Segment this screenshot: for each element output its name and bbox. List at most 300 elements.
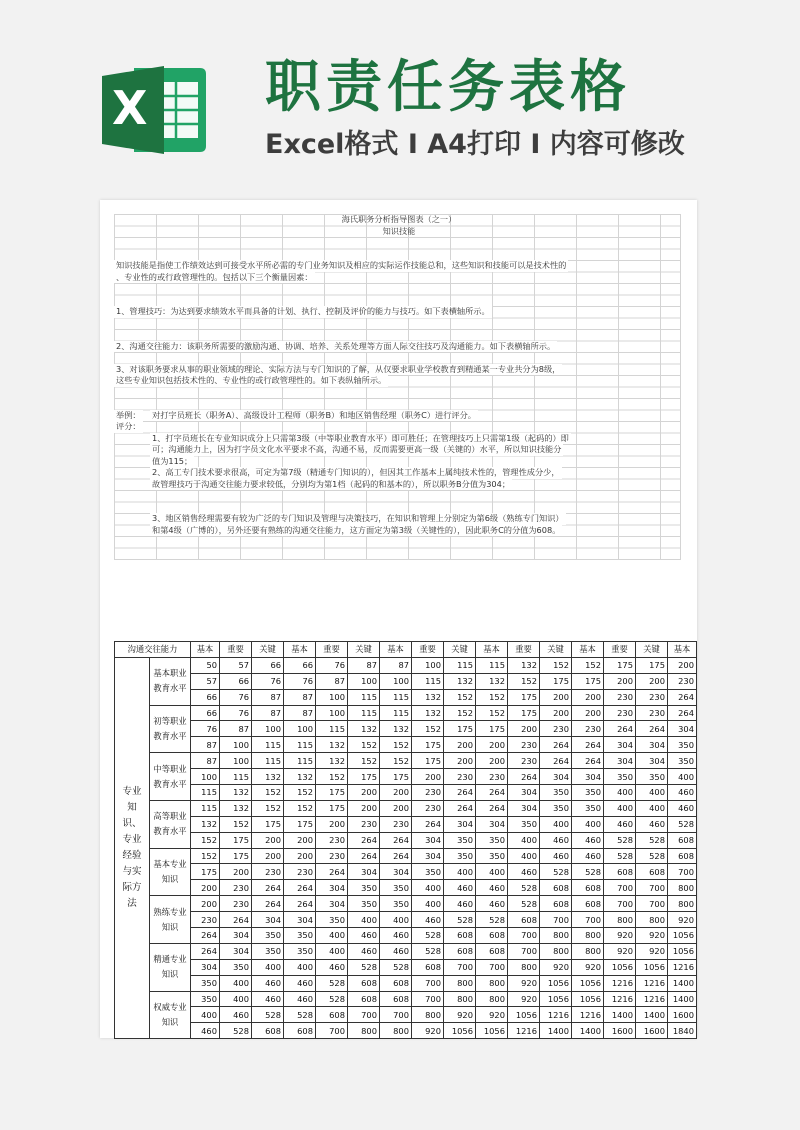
score-cell: 200	[380, 800, 412, 816]
score-cell: 1056	[604, 959, 636, 975]
score-cell: 608	[284, 1023, 316, 1039]
score-cell: 460	[668, 800, 697, 816]
score-cell: 175	[476, 721, 508, 737]
table-row	[115, 832, 697, 848]
score-cell: 700	[444, 959, 476, 975]
column-header: 关键	[348, 642, 380, 658]
score-cell: 115	[476, 657, 508, 673]
score-cell: 350	[508, 816, 540, 832]
score-cell: 608	[348, 975, 380, 991]
score-cell: 700	[348, 1007, 380, 1023]
score-cell: 350	[444, 832, 476, 848]
score-cell: 400	[220, 975, 252, 991]
score-cell: 132	[412, 689, 444, 705]
score-cell: 264	[191, 928, 220, 944]
score-cell: 700	[636, 880, 668, 896]
score-cell: 200	[444, 737, 476, 753]
score-cell: 1216	[668, 959, 697, 975]
score-cell: 175	[540, 673, 572, 689]
row-group-label: 初等职业教育水平	[150, 705, 191, 753]
score-cell: 152	[540, 657, 572, 673]
score-cell: 460	[191, 1023, 220, 1039]
score-cell: 700	[508, 943, 540, 959]
score-cell: 230	[191, 912, 220, 928]
score-cell: 350	[444, 848, 476, 864]
score-line: 可；沟通能力上，因为打字员文化水平要求不高，沟通不易，反而需要更高一级（关键的）水平，所以知识技能分	[152, 444, 562, 454]
score-cell: 264	[668, 705, 697, 721]
score-cell: 230	[220, 896, 252, 912]
score-cell: 175	[191, 864, 220, 880]
score-cell: 460	[252, 991, 284, 1007]
score-cell: 350	[412, 864, 444, 880]
score-cell: 700	[508, 928, 540, 944]
score-cell: 264	[540, 737, 572, 753]
score-cell: 100	[412, 657, 444, 673]
score-cell: 200	[476, 753, 508, 769]
score-cell: 1056	[572, 991, 604, 1007]
score-cell: 304	[604, 737, 636, 753]
doc-title: 海氏职务分析指导图表（之一）	[341, 214, 457, 224]
logo-letter: X	[112, 81, 148, 135]
table-row	[115, 769, 697, 785]
score-cell: 608	[668, 832, 697, 848]
score-cell: 152	[348, 753, 380, 769]
score-cell: 460	[444, 896, 476, 912]
score-cell: 1216	[572, 1007, 604, 1023]
score-cell: 304	[636, 737, 668, 753]
score-cell: 400	[604, 785, 636, 801]
score-cell: 230	[508, 737, 540, 753]
score-cell: 460	[348, 943, 380, 959]
score-cell: 800	[668, 896, 697, 912]
factor-item: 2、沟通交往能力：该职务所需要的激励沟通、协调、培养、关系处理等方面人际交往技巧及沟通能力。如下表横轴所示。	[116, 340, 556, 351]
score-cell: 350	[380, 880, 412, 896]
score-cell: 400	[636, 800, 668, 816]
score-cell: 230	[412, 800, 444, 816]
factor-item: 1、管理技巧：为达到要求绩效水平而具备的计划、执行、控制及评价的能力与技巧。如下表横轴所示。	[116, 306, 490, 316]
score-cell: 700	[476, 959, 508, 975]
score-cell: 528	[508, 880, 540, 896]
score-cell: 264	[284, 880, 316, 896]
score-cell: 230	[476, 769, 508, 785]
score-cell: 200	[540, 689, 572, 705]
score-cell: 460	[508, 864, 540, 880]
table-row	[115, 928, 697, 944]
score-cell: 400	[444, 864, 476, 880]
score-cell: 152	[191, 832, 220, 848]
score-cell: 1056	[508, 1007, 540, 1023]
score-cell: 230	[284, 864, 316, 880]
score-cell: 920	[476, 1007, 508, 1023]
score-cell: 264	[316, 864, 348, 880]
score-cell: 608	[508, 912, 540, 928]
score-cell: 264	[220, 912, 252, 928]
score-cell: 115	[252, 753, 284, 769]
score-cell: 66	[220, 673, 252, 689]
score-cell: 460	[476, 880, 508, 896]
score-cell: 1400	[668, 975, 697, 991]
score-cell: 175	[572, 673, 604, 689]
score-cell: 304	[284, 912, 316, 928]
score-cell: 528	[476, 912, 508, 928]
score-cell: 528	[412, 928, 444, 944]
score-cell: 304	[316, 880, 348, 896]
score-cell: 400	[508, 848, 540, 864]
score-cell: 460	[252, 975, 284, 991]
score-cell: 66	[252, 657, 284, 673]
score-cell: 264	[191, 943, 220, 959]
score-cell: 304	[540, 769, 572, 785]
score-cell: 400	[284, 959, 316, 975]
score-cell: 175	[316, 800, 348, 816]
score-cell: 800	[636, 912, 668, 928]
score-cell: 460	[284, 975, 316, 991]
score-line: 和第4级（广博的），另外还要有熟练的沟通交往能力，这方面定为第3级（关键性的），因此职务C的分值为608。	[152, 524, 561, 535]
score-cell: 608	[348, 991, 380, 1007]
score-cell: 87	[191, 753, 220, 769]
score-cell: 350	[636, 769, 668, 785]
score-cell: 608	[572, 896, 604, 912]
score-cell: 1056	[476, 1023, 508, 1039]
column-header: 基本	[380, 642, 412, 658]
score-cell: 264	[636, 721, 668, 737]
score-cell: 115	[284, 737, 316, 753]
score-cell: 800	[476, 975, 508, 991]
score-cell: 350	[540, 800, 572, 816]
score-cell: 152	[220, 816, 252, 832]
score-cell: 132	[412, 705, 444, 721]
table-row	[115, 689, 697, 705]
score-cell: 304	[380, 864, 412, 880]
score-cell: 304	[476, 816, 508, 832]
score-cell: 460	[572, 848, 604, 864]
score-cell: 350	[540, 785, 572, 801]
score-cell: 200	[220, 864, 252, 880]
score-cell: 264	[476, 800, 508, 816]
score-cell: 100	[191, 769, 220, 785]
spreadsheet-page	[100, 200, 697, 1038]
score-cell: 175	[444, 721, 476, 737]
score-cell: 608	[444, 943, 476, 959]
score-cell: 132	[220, 800, 252, 816]
score-cell: 1056	[540, 991, 572, 1007]
score-cell: 304	[348, 864, 380, 880]
score-cell: 152	[284, 785, 316, 801]
score-cell: 350	[348, 880, 380, 896]
factor-item: 这些专业知识包括技术性的、专业性的或行政管理性的。如下表纵轴所示。	[116, 375, 387, 385]
score-cell: 608	[316, 1007, 348, 1023]
score-cell: 87	[316, 673, 348, 689]
score-cell: 1400	[540, 1023, 572, 1039]
table-row	[115, 785, 697, 801]
score-cell: 152	[476, 705, 508, 721]
score-cell: 608	[476, 928, 508, 944]
score-cell: 400	[316, 928, 348, 944]
score-cell: 200	[668, 657, 697, 673]
score-cell: 460	[636, 816, 668, 832]
score-cell: 57	[191, 673, 220, 689]
score-cell: 1216	[636, 991, 668, 1007]
doc-subtitle: 知识技能	[382, 225, 416, 236]
score-cell: 460	[668, 785, 697, 801]
score-cell: 200	[476, 737, 508, 753]
table-row	[115, 975, 697, 991]
score-cell: 264	[668, 689, 697, 705]
score-cell: 230	[252, 864, 284, 880]
column-header: 关键	[252, 642, 284, 658]
score-cell: 152	[380, 753, 412, 769]
table-row	[115, 864, 697, 880]
score-cell: 920	[444, 1007, 476, 1023]
score-cell: 132	[220, 785, 252, 801]
score-cell: 528	[636, 832, 668, 848]
score-cell: 264	[572, 737, 604, 753]
score-cell: 115	[348, 689, 380, 705]
score-cell: 608	[636, 864, 668, 880]
score-cell: 115	[220, 769, 252, 785]
score-cell: 175	[508, 705, 540, 721]
score-cell: 528	[636, 848, 668, 864]
score-cell: 132	[316, 737, 348, 753]
score-cell: 50	[191, 657, 220, 673]
score-cell: 175	[604, 657, 636, 673]
score-cell: 400	[508, 832, 540, 848]
score-cell: 66	[191, 689, 220, 705]
score-cell: 920	[604, 928, 636, 944]
score-cell: 400	[220, 991, 252, 1007]
row-group-label: 权威专业知识	[150, 991, 191, 1039]
score-cell: 400	[412, 896, 444, 912]
score-cell: 230	[604, 705, 636, 721]
score-cell: 264	[252, 896, 284, 912]
score-cell: 460	[284, 991, 316, 1007]
score-cell: 1400	[636, 1007, 668, 1023]
score-cell: 920	[508, 991, 540, 1007]
score-cell: 230	[380, 816, 412, 832]
score-cell: 608	[540, 896, 572, 912]
score-cell: 175	[636, 657, 668, 673]
score-cell: 400	[668, 769, 697, 785]
score-cell: 87	[284, 689, 316, 705]
score-cell: 115	[412, 673, 444, 689]
table-header-row	[115, 642, 697, 658]
vertical-axis-label: 专业知识、专业经验与实际方法	[115, 657, 150, 1038]
score-cell: 66	[284, 657, 316, 673]
score-cell: 115	[444, 657, 476, 673]
score-cell: 350	[572, 800, 604, 816]
factor-item: 3、对该职务要求从事的职业领域的理论、实际方法与专门知识的了解，从仅要求职业学校教育到精通某一专业共分为8级，	[116, 363, 561, 374]
score-cell: 76	[220, 689, 252, 705]
score-cell: 1216	[508, 1023, 540, 1039]
score-cell: 1056	[668, 928, 697, 944]
score-cell: 400	[348, 912, 380, 928]
score-cell: 100	[316, 689, 348, 705]
score-cell: 200	[508, 721, 540, 737]
score-cell: 608	[604, 864, 636, 880]
score-cell: 608	[668, 848, 697, 864]
score-cell: 87	[220, 721, 252, 737]
score-cell: 800	[572, 928, 604, 944]
score-cell: 350	[476, 832, 508, 848]
score-cell: 700	[316, 1023, 348, 1039]
score-cell: 200	[348, 800, 380, 816]
score-cell: 608	[252, 1023, 284, 1039]
score-cell: 264	[348, 848, 380, 864]
score-cell: 175	[220, 848, 252, 864]
score-cell: 400	[572, 816, 604, 832]
score-cell: 264	[412, 816, 444, 832]
table-row	[115, 943, 697, 959]
table-row	[115, 880, 697, 896]
score-cell: 152	[380, 737, 412, 753]
score-cell: 132	[444, 673, 476, 689]
column-header: 重要	[412, 642, 444, 658]
score-cell: 304	[220, 928, 252, 944]
score-cell: 100	[252, 721, 284, 737]
score-cell: 230	[412, 785, 444, 801]
score-cell: 350	[316, 912, 348, 928]
score-cell: 200	[572, 689, 604, 705]
score-cell: 350	[252, 928, 284, 944]
score-cell: 200	[252, 832, 284, 848]
score-cell: 132	[316, 753, 348, 769]
score-cell: 608	[444, 928, 476, 944]
score-cell: 264	[604, 721, 636, 737]
score-cell: 87	[348, 657, 380, 673]
score-cell: 76	[220, 705, 252, 721]
score-cell: 304	[604, 753, 636, 769]
score-cell: 700	[380, 1007, 412, 1023]
score-cell: 528	[220, 1023, 252, 1039]
score-cell: 200	[348, 785, 380, 801]
table-row	[115, 721, 697, 737]
score-cell: 200	[540, 705, 572, 721]
column-header: 关键	[540, 642, 572, 658]
table-row	[115, 896, 697, 912]
score-line: 3、地区销售经理需要有较为广泛的专门知识及管理与决策技巧，在知识和管理上分别定为第6级（熟练专门知识）	[152, 513, 564, 523]
score-cell: 350	[668, 737, 697, 753]
score-cell: 304	[444, 816, 476, 832]
score-cell: 528	[316, 975, 348, 991]
score-cell: 350	[191, 975, 220, 991]
score-cell: 87	[191, 737, 220, 753]
score-cell: 304	[316, 896, 348, 912]
score-cell: 304	[252, 912, 284, 928]
score-cell: 1056	[444, 1023, 476, 1039]
score-cell: 230	[636, 689, 668, 705]
score-cell: 200	[191, 880, 220, 896]
score-cell: 528	[252, 1007, 284, 1023]
score-cell: 87	[284, 705, 316, 721]
score-cell: 608	[380, 975, 412, 991]
score-cell: 920	[572, 959, 604, 975]
score-cell: 175	[508, 689, 540, 705]
score-cell: 460	[540, 848, 572, 864]
score-cell: 460	[220, 1007, 252, 1023]
score-cell: 608	[572, 880, 604, 896]
score-cell: 100	[348, 673, 380, 689]
score-cell: 700	[604, 880, 636, 896]
score-cell: 304	[572, 769, 604, 785]
score-cell: 800	[668, 880, 697, 896]
page-title: 职责任务表格	[265, 55, 631, 120]
score-cell: 230	[348, 816, 380, 832]
score-cell: 800	[540, 943, 572, 959]
column-header: 基本	[668, 642, 697, 658]
score-cell: 152	[572, 657, 604, 673]
score-cell: 528	[284, 1007, 316, 1023]
score-cell: 200	[191, 896, 220, 912]
score-cell: 230	[316, 848, 348, 864]
score-cell: 175	[252, 816, 284, 832]
score-cell: 115	[380, 705, 412, 721]
score-cell: 400	[636, 785, 668, 801]
score-cell: 304	[668, 721, 697, 737]
table-row	[115, 1023, 697, 1039]
score-cell: 800	[540, 928, 572, 944]
score-cell: 800	[604, 912, 636, 928]
score-cell: 230	[508, 753, 540, 769]
score-cell: 800	[444, 991, 476, 1007]
score-cell: 460	[572, 832, 604, 848]
score-cell: 115	[348, 705, 380, 721]
score-cell: 100	[380, 673, 412, 689]
score-cell: 400	[540, 816, 572, 832]
header	[0, 0, 800, 180]
score-cell: 350	[284, 943, 316, 959]
table-row	[115, 991, 697, 1007]
score-cell: 76	[284, 673, 316, 689]
score-cell: 200	[636, 673, 668, 689]
score-cell: 152	[412, 721, 444, 737]
score-cell: 264	[572, 753, 604, 769]
score-cell: 152	[444, 689, 476, 705]
score-cell: 230	[316, 832, 348, 848]
score-cell: 1600	[636, 1023, 668, 1039]
score-cell: 304	[412, 848, 444, 864]
score-cell: 66	[191, 705, 220, 721]
score-cell: 304	[508, 800, 540, 816]
score-cell: 350	[668, 753, 697, 769]
score-cell: 175	[284, 816, 316, 832]
score-cell: 264	[348, 832, 380, 848]
score-cell: 528	[572, 864, 604, 880]
score-cell: 100	[220, 753, 252, 769]
score-cell: 115	[380, 689, 412, 705]
score-cell: 264	[252, 880, 284, 896]
score-cell: 152	[284, 800, 316, 816]
score-cell: 800	[444, 975, 476, 991]
score-cell: 800	[508, 959, 540, 975]
score-cell: 700	[572, 912, 604, 928]
score-cell: 460	[444, 880, 476, 896]
score-cell: 350	[476, 848, 508, 864]
score-cell: 200	[380, 785, 412, 801]
score-cell: 700	[540, 912, 572, 928]
score-cell: 700	[604, 896, 636, 912]
score-cell: 264	[380, 832, 412, 848]
score-cell: 528	[604, 848, 636, 864]
score-cell: 528	[540, 864, 572, 880]
column-header: 重要	[508, 642, 540, 658]
score-cell: 460	[316, 959, 348, 975]
score-cell: 100	[220, 737, 252, 753]
score-cell: 528	[348, 959, 380, 975]
example-label: 举例：	[116, 409, 141, 420]
score-cell: 1056	[540, 975, 572, 991]
example-text: 对打字员班长（职务A）、高级设计工程师（职务B）和地区销售经理（职务C）进行评分。	[152, 409, 476, 420]
score-cell: 1400	[572, 1023, 604, 1039]
